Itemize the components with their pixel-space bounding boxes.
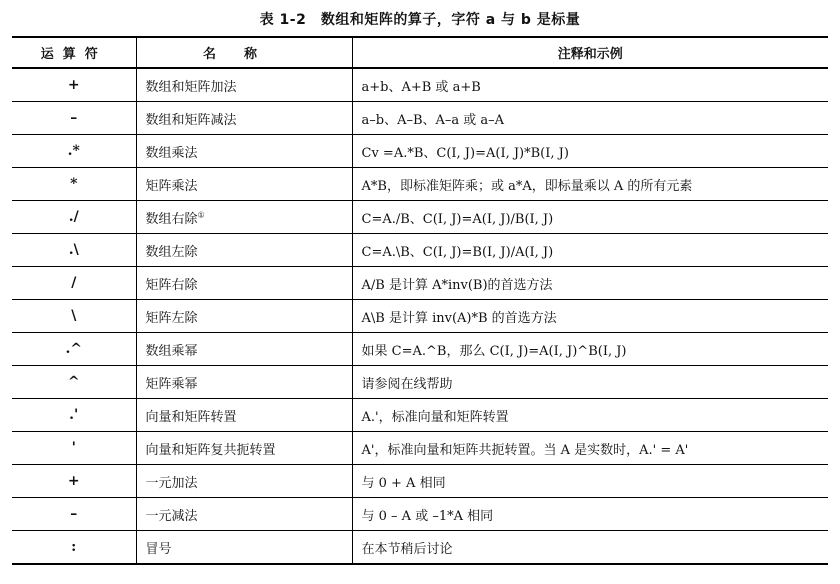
note-cell: 在本节稍后讨论 [352, 531, 828, 565]
operator-cell: / [12, 267, 136, 300]
table-row [12, 102, 828, 135]
name-cell: 数组乘法 [136, 135, 352, 168]
table-row [12, 432, 828, 465]
note-cell: a+b、A+B 或 a+B [352, 68, 828, 102]
note-cell: a–b、A–B、A–a 或 a–A [352, 102, 828, 135]
operator-cell: .* [12, 135, 136, 168]
note-cell: A/B 是计算 A*inv(B)的首选方法 [352, 267, 828, 300]
operator-cell: + [12, 68, 136, 102]
note-cell: A\B 是计算 inv(A)*B 的首选方法 [352, 300, 828, 333]
operator-cell: ./ [12, 201, 136, 234]
name-cell: 一元减法 [136, 498, 352, 531]
operator-cell: ' [12, 432, 136, 465]
table-row [12, 465, 828, 498]
note-cell: A*B，即标准矩阵乘；或 a*A，即标量乘以 A 的所有元素 [352, 168, 828, 201]
note-cell: 请参阅在线帮助 [352, 366, 828, 399]
table-row [12, 300, 828, 333]
operator-cell: * [12, 168, 136, 201]
note-cell: 与 0 – A 或 –1*A 相同 [352, 498, 828, 531]
note-cell: 如果 C=A.^B，那么 C(I, J)=A(I, J)^B(I, J) [352, 333, 828, 366]
operator-cell: .^ [12, 333, 136, 366]
name-cell: 数组和矩阵减法 [136, 102, 352, 135]
operator-cell: + [12, 465, 136, 498]
table-row [12, 333, 828, 366]
table-row [12, 68, 828, 102]
note-cell: C=A.\B、C(I, J)=B(I, J)/A(I, J) [352, 234, 828, 267]
table-row [12, 531, 828, 565]
operator-cell: \ [12, 300, 136, 333]
table-row [12, 267, 828, 300]
header-name: 名称 [136, 37, 352, 68]
table-row [12, 366, 828, 399]
name-cell: 向量和矩阵转置 [136, 399, 352, 432]
note-cell: A'，标准向量和矩阵共扼转置。当 A 是实数时，A.' = A' [352, 432, 828, 465]
header-notes: 注释和示例 [352, 37, 828, 68]
operator-cell: – [12, 498, 136, 531]
name-cell: 矩阵乘法 [136, 168, 352, 201]
footnote-marker: ① [197, 210, 205, 220]
name-cell: 数组乘幂 [136, 333, 352, 366]
note-cell: Cv =A.*B、C(I, J)=A(I, J)*B(I, J) [352, 135, 828, 168]
header-row [12, 37, 828, 68]
note-cell: 与 0 + A 相同 [352, 465, 828, 498]
name-cell [136, 201, 352, 234]
name-cell: 冒号 [136, 531, 352, 565]
note-cell: C=A./B、C(I, J)=A(I, J)/B(I, J) [352, 201, 828, 234]
operator-cell: – [12, 102, 136, 135]
operator-cell: .\ [12, 234, 136, 267]
operator-table [12, 36, 828, 565]
operator-cell: .' [12, 399, 136, 432]
name-cell: 数组左除 [136, 234, 352, 267]
name-cell: 数组和矩阵加法 [136, 68, 352, 102]
table-row [12, 498, 828, 531]
operator-cell: : [12, 531, 136, 565]
name-cell: 矩阵乘幂 [136, 366, 352, 399]
table-caption: 表 1-2 数组和矩阵的算子，字符 a 与 b 是标量 [259, 12, 581, 28]
table-row [12, 135, 828, 168]
name-cell: 一元加法 [136, 465, 352, 498]
note-cell: A.'，标准向量和矩阵转置 [352, 399, 828, 432]
name-cell: 矩阵右除 [136, 267, 352, 300]
name-cell: 向量和矩阵复共扼转置 [136, 432, 352, 465]
operator-cell: ^ [12, 366, 136, 399]
table-row [12, 168, 828, 201]
name-cell: 矩阵左除 [136, 300, 352, 333]
name-text: 数组右除 [145, 211, 198, 227]
table-row [12, 201, 828, 234]
header-operator: 运算符 [12, 37, 136, 68]
table-row [12, 234, 828, 267]
table-row [12, 399, 828, 432]
